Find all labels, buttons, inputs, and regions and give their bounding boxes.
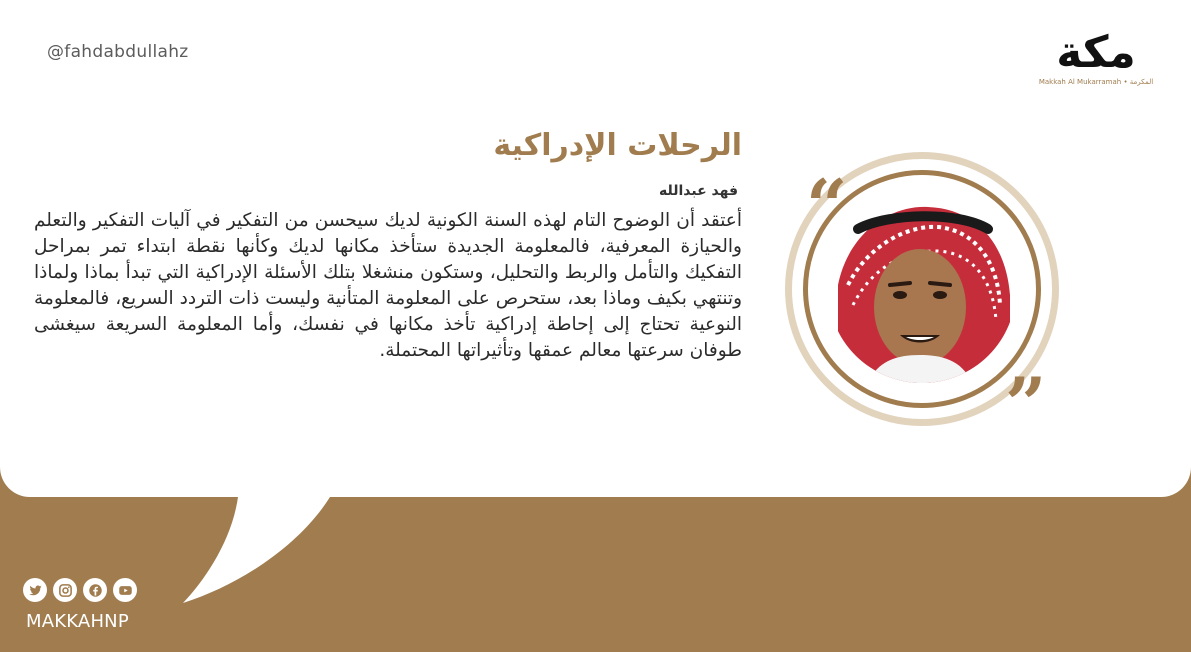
author-handle: @fahdabdullahz bbox=[47, 42, 189, 62]
author-photo bbox=[828, 195, 1016, 383]
social-icons bbox=[23, 578, 137, 602]
logo-subtitle: Makkah Al Mukarramah • المكرمة bbox=[1038, 78, 1154, 86]
closing-quote-icon: ” bbox=[1005, 361, 1047, 446]
twitter-icon[interactable] bbox=[23, 578, 47, 602]
youtube-icon[interactable] bbox=[113, 578, 137, 602]
article-body: أعتقد أن الوضوح التام لهذه السنة الكونية لديك سيحسن من التفكير في آليات التفكير والتعلم والحيازة المعرفية، فالمعلومة الجديدة ستأخذ مكانها لديك وكأنها نقطة ابتداء تمر بمراحل التفكيك والتأمل والربط والتحليل، وستكون منشغلا بتلك الأسئلة الإدراكية التي تبدأ بماذا ولماذا وتنتهي بكيف وماذا بعد، ستحرص على المعلومة المتأنية وليست ذات التردد السريع، فالمعلومة النوعية تحتاج إلى إحاطة إدراكية تأخذ مكانها في نفسك، وأما المعلومة السريعة سيغشى طوفان سرعتها معالم عمقها وتأثيراتها المحتملة. bbox=[34, 210, 742, 361]
opening-quote-icon: “ bbox=[806, 163, 848, 248]
brand-handle: MAKKAHNP bbox=[26, 611, 129, 632]
instagram-icon[interactable] bbox=[53, 578, 77, 602]
author-name: فهد عبدالله bbox=[659, 183, 738, 199]
makkah-logo bbox=[1036, 28, 1156, 90]
facebook-icon[interactable] bbox=[83, 578, 107, 602]
article-title: الرحلات الإدراكية bbox=[493, 128, 742, 163]
logo-wordmark: مكة bbox=[1056, 27, 1136, 78]
